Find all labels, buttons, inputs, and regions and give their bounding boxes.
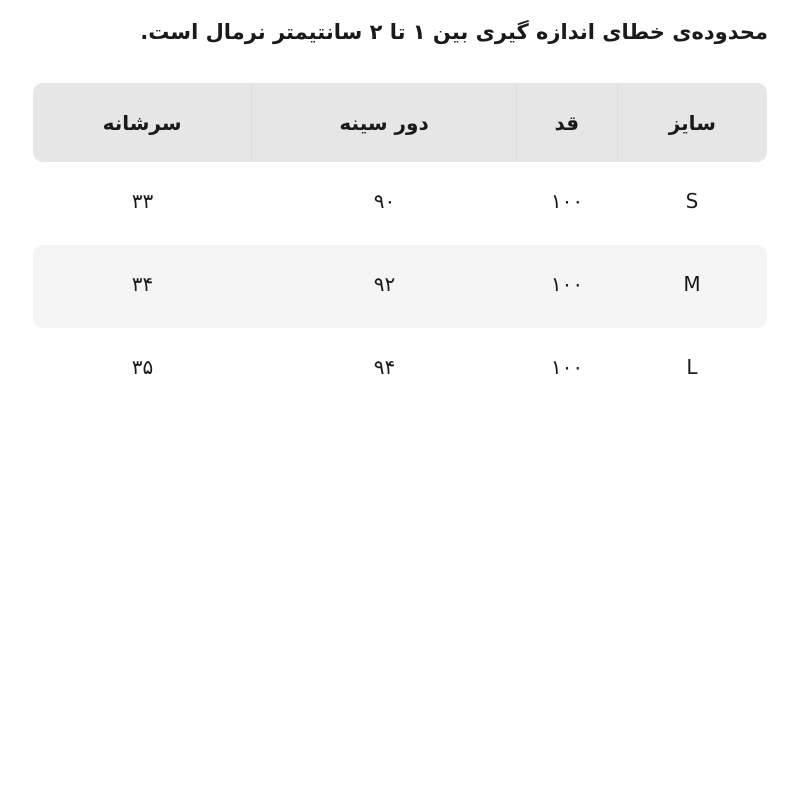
cell-shoulder: ۳۴ [131, 271, 154, 296]
cell-chest: ۹۰ [373, 188, 396, 213]
size-chart-table [33, 83, 767, 411]
header-height: قد [517, 83, 618, 162]
cell-chest: ۹۴ [373, 354, 396, 379]
table-header [33, 83, 767, 162]
cell-size: M [683, 271, 701, 296]
table-row [33, 328, 767, 411]
measurement-error-note: محدوده‌ی خطای اندازه گیری بین ۱ تا ۲ سانتیمتر نرمال است. [140, 20, 768, 44]
table-row [33, 245, 767, 328]
cell-height: ۱۰۰ [550, 188, 584, 213]
table-row [33, 162, 767, 245]
cell-shoulder: ۳۵ [131, 354, 154, 379]
cell-shoulder: ۳۳ [131, 188, 154, 213]
header-shoulder: سرشانه [33, 83, 252, 162]
cell-chest: ۹۲ [373, 271, 396, 296]
cell-size: S [685, 188, 699, 213]
header-chest: دور سینه [252, 83, 517, 162]
header-size: سایز [668, 110, 716, 135]
cell-height: ۱۰۰ [550, 271, 584, 296]
cell-height: ۱۰۰ [550, 354, 584, 379]
cell-size: L [686, 354, 698, 379]
